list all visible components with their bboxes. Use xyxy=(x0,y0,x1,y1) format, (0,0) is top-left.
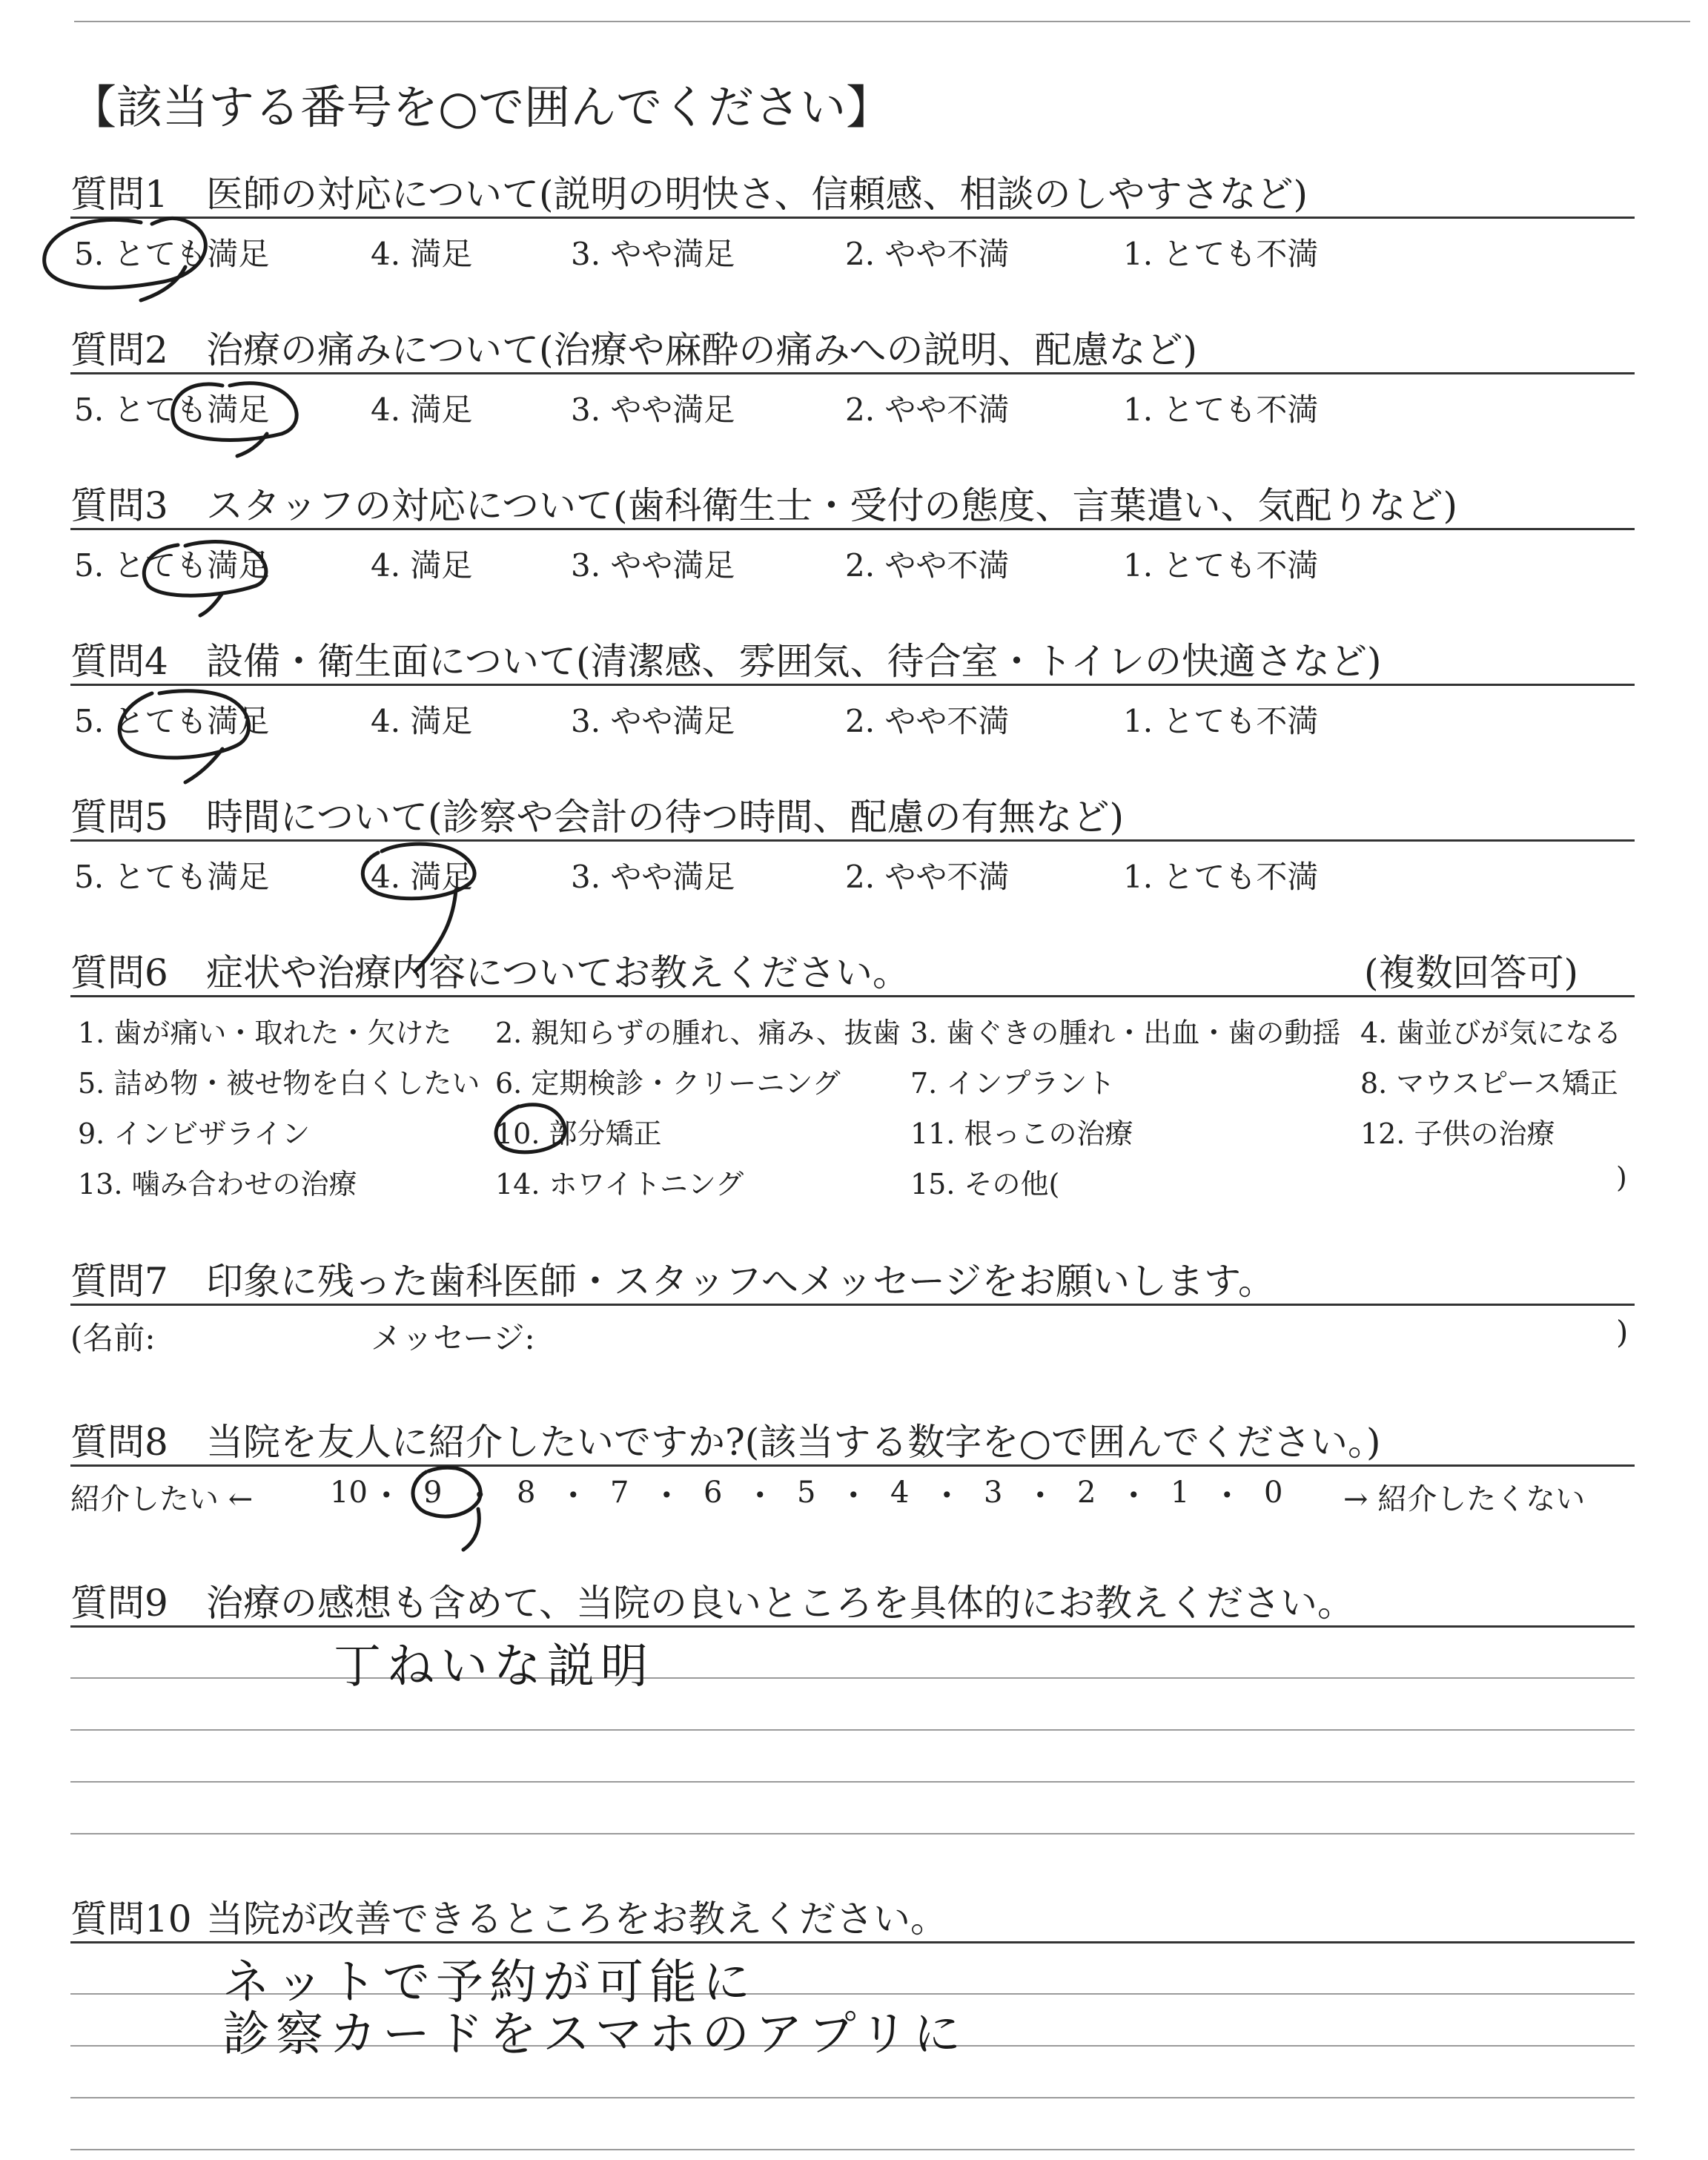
question-label: 質問3 xyxy=(70,484,168,527)
rating-option-1[interactable]: 1. とても不満 xyxy=(1123,859,1319,895)
q6-option-11[interactable]: 11. 根っこの治療 xyxy=(910,1117,1133,1150)
question-text: 時間について(診察や会計の待つ時間、配慮の有無など) xyxy=(206,796,1125,839)
question-rule xyxy=(70,839,1635,842)
question-label: 質問10 xyxy=(70,1898,192,1941)
question-label: 質問6 xyxy=(70,951,168,994)
question-label: 質問2 xyxy=(70,328,168,371)
question-rule xyxy=(70,528,1635,530)
question-label: 質問8 xyxy=(70,1421,168,1464)
scale-separator-dot: • xyxy=(474,1483,486,1507)
name-label: (名前: xyxy=(70,1320,156,1356)
rating-option-3[interactable]: 3. やや満足 xyxy=(571,547,735,584)
scale-separator-dot: • xyxy=(1034,1483,1047,1507)
q6-option-13[interactable]: 13. 噛み合わせの治療 xyxy=(78,1168,357,1200)
question-label: 質問7 xyxy=(70,1260,168,1303)
recommend-left-label: 紹介したい ← xyxy=(70,1482,254,1516)
rating-option-2[interactable]: 2. やや不満 xyxy=(845,859,1010,895)
recommend-score-9[interactable]: 9 xyxy=(423,1476,443,1510)
question-rule xyxy=(70,372,1635,374)
rating-option-5[interactable]: 5. とても満足 xyxy=(74,859,270,895)
question-text: 当院を友人に紹介したいですか?(該当する数字を○で囲んでください。) xyxy=(206,1421,1381,1464)
rating-option-3[interactable]: 3. やや満足 xyxy=(571,703,735,739)
message-label: メッセージ: xyxy=(371,1320,535,1356)
q6-option-9[interactable]: 9. インビザライン xyxy=(78,1117,311,1150)
q6-option-7[interactable]: 7. インプラント xyxy=(910,1067,1116,1100)
rating-option-5[interactable]: 5. とても満足 xyxy=(74,392,270,428)
recommend-score-10[interactable]: 10 xyxy=(330,1476,368,1510)
top-border xyxy=(74,21,1690,22)
recommend-score-3[interactable]: 3 xyxy=(984,1476,1003,1510)
rating-option-3[interactable]: 3. やや満足 xyxy=(571,859,735,895)
question-text: 設備・衛生面について(清潔感、雰囲気、待合室・トイレの快適さなど) xyxy=(206,640,1382,683)
question-text: 当院が改善できるところをお教えください。 xyxy=(206,1898,947,1941)
recommend-right-label: → 紹介したくない xyxy=(1343,1482,1586,1516)
scale-separator-dot: • xyxy=(661,1483,673,1507)
recommend-score-5[interactable]: 5 xyxy=(797,1476,816,1510)
recommend-score-4[interactable]: 4 xyxy=(890,1476,910,1510)
question-rule xyxy=(70,1941,1635,1943)
answer-line xyxy=(70,1729,1635,1731)
handwritten-answer-q10-line2[interactable]: 診察カードをスマホのアプリに xyxy=(222,2007,967,2062)
q6-option-12[interactable]: 12. 子供の治療 xyxy=(1360,1117,1555,1150)
question-text: 治療の感想も含めて、当院の良いところを具体的にお教えください。 xyxy=(206,1582,1354,1625)
answer-line xyxy=(70,1781,1635,1783)
question-label: 質問9 xyxy=(70,1582,168,1625)
answer-line xyxy=(70,1677,1635,1679)
question-rule xyxy=(70,1304,1635,1306)
question-label: 質問1 xyxy=(70,173,168,216)
rating-option-2[interactable]: 2. やや不満 xyxy=(845,236,1010,272)
recommend-score-8[interactable]: 8 xyxy=(517,1476,536,1510)
handwritten-answer-q9[interactable]: 丁ねいな説明 xyxy=(334,1639,654,1694)
answer-line xyxy=(70,1833,1635,1834)
rating-option-5[interactable]: 5. とても満足 xyxy=(74,703,270,739)
rating-option-1[interactable]: 1. とても不満 xyxy=(1123,236,1319,272)
recommend-score-1[interactable]: 1 xyxy=(1171,1476,1190,1510)
form-instruction: 【該当する番号を○で囲んでください】 xyxy=(70,80,893,134)
q6-option-15[interactable]: 15. その他( xyxy=(910,1168,1060,1200)
recommend-score-2[interactable]: 2 xyxy=(1077,1476,1096,1510)
rating-option-2[interactable]: 2. やや不満 xyxy=(845,703,1010,739)
rating-option-4[interactable]: 4. 満足 xyxy=(371,859,473,895)
q6-option-6[interactable]: 6. 定期検診・クリーニング xyxy=(495,1067,841,1100)
scale-separator-dot: • xyxy=(941,1483,953,1507)
scale-separator-dot: • xyxy=(567,1483,580,1507)
rating-option-3[interactable]: 3. やや満足 xyxy=(571,236,735,272)
q6-option-5[interactable]: 5. 詰め物・被せ物を白くしたい xyxy=(78,1067,480,1100)
scale-separator-dot: • xyxy=(380,1483,393,1507)
q6-option-2[interactable]: 2. 親知らずの腫れ、痛み、抜歯 xyxy=(495,1017,901,1049)
answer-line xyxy=(70,2149,1635,2150)
recommend-score-7[interactable]: 7 xyxy=(610,1476,629,1510)
rating-option-1[interactable]: 1. とても不満 xyxy=(1123,547,1319,584)
multi-answer-note: (複数回答可) xyxy=(1364,951,1579,994)
rating-option-1[interactable]: 1. とても不満 xyxy=(1123,703,1319,739)
rating-option-4[interactable]: 4. 満足 xyxy=(371,703,473,739)
scale-separator-dot: • xyxy=(754,1483,767,1507)
message-close: ) xyxy=(1616,1314,1629,1350)
question-text: 症状や治療内容についてお教えください。 xyxy=(206,951,910,994)
handwritten-answer-q10-line1[interactable]: ネットで予約が可能に xyxy=(222,1955,756,2010)
q6-option-4[interactable]: 4. 歯並びが気になる xyxy=(1360,1017,1622,1049)
rating-option-2[interactable]: 2. やや不満 xyxy=(845,547,1010,584)
q6-option-14[interactable]: 14. ホワイトニング xyxy=(495,1168,744,1200)
question-label: 質問5 xyxy=(70,796,168,839)
rating-option-5[interactable]: 5. とても満足 xyxy=(74,547,270,584)
q6-option-10[interactable]: 10. 部分矯正 xyxy=(495,1117,662,1150)
question-rule xyxy=(70,1625,1635,1628)
question-text: 印象に残った歯科医師・スタッフへメッセージをお願いします。 xyxy=(206,1260,1275,1303)
q6-option-8[interactable]: 8. マウスピース矯正 xyxy=(1360,1067,1618,1100)
recommend-score-6[interactable]: 6 xyxy=(704,1476,723,1510)
question-text: スタッフの対応について(歯科衛生士・受付の態度、言葉遣い、気配りなど) xyxy=(206,484,1458,527)
rating-option-3[interactable]: 3. やや満足 xyxy=(571,392,735,428)
scale-separator-dot: • xyxy=(1128,1483,1140,1507)
scale-separator-dot: • xyxy=(847,1483,860,1507)
q6-option-1[interactable]: 1. 歯が痛い・取れた・欠けた xyxy=(78,1017,452,1049)
rating-option-4[interactable]: 4. 満足 xyxy=(371,392,473,428)
scale-separator-dot: • xyxy=(1221,1483,1234,1507)
q6-option-15-close: ) xyxy=(1616,1161,1627,1194)
question-text: 医師の対応について(説明の明快さ、信頼感、相談のしやすさなど) xyxy=(206,173,1308,216)
rating-option-5[interactable]: 5. とても満足 xyxy=(74,236,270,272)
rating-option-4[interactable]: 4. 満足 xyxy=(371,236,473,272)
question-rule xyxy=(70,217,1635,219)
recommend-score-0[interactable]: 0 xyxy=(1264,1476,1283,1510)
q6-option-3[interactable]: 3. 歯ぐきの腫れ・出血・歯の動揺 xyxy=(910,1017,1341,1049)
answer-line xyxy=(70,2097,1635,2098)
question-rule xyxy=(70,1464,1635,1467)
rating-option-4[interactable]: 4. 満足 xyxy=(371,547,473,584)
rating-option-1[interactable]: 1. とても不満 xyxy=(1123,392,1319,428)
question-rule xyxy=(70,684,1635,686)
question-rule xyxy=(70,995,1635,997)
question-label: 質問4 xyxy=(70,640,168,683)
question-text: 治療の痛みについて(治療や麻酔の痛みへの説明、配慮など) xyxy=(206,328,1198,371)
rating-option-2[interactable]: 2. やや不満 xyxy=(845,392,1010,428)
